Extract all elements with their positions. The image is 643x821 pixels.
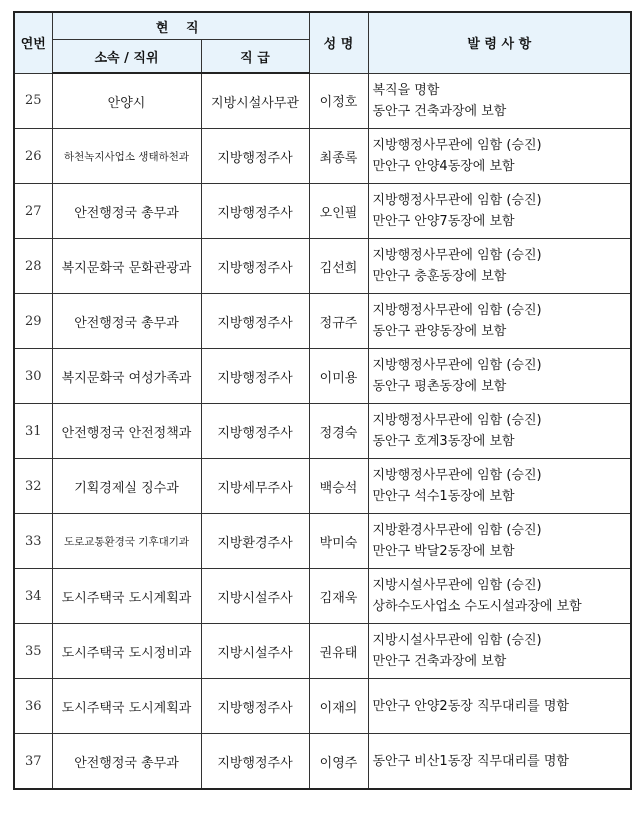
- header-affiliation-title: 소속 / 직위: [52, 40, 201, 74]
- row-grade: 지방행정주사: [201, 734, 309, 790]
- row-appointment: [368, 624, 631, 679]
- table-row: [14, 294, 631, 349]
- row-dept: 복지문화국 여성가족과: [52, 349, 201, 404]
- row-grade: 지방행정주사: [201, 294, 309, 349]
- row-dept: 도시주택국 도시정비과: [52, 624, 201, 679]
- row-dept: 도시주택국 도시계획과: [52, 569, 201, 624]
- row-appointment: [368, 514, 631, 569]
- table-row: [14, 459, 631, 514]
- row-appointment: [368, 294, 631, 349]
- row-dept: 도시주택국 도시계획과: [52, 679, 201, 734]
- row-no: 25: [14, 73, 52, 129]
- row-no: 27: [14, 184, 52, 239]
- row-grade: 지방세무주사: [201, 459, 309, 514]
- row-no: 26: [14, 129, 52, 184]
- appointment-line-2: 만안구 안양7동장에 보함: [372, 214, 515, 229]
- row-name: 오인필: [309, 184, 368, 239]
- row-no: 32: [14, 459, 52, 514]
- appointment-line-2: 동안구 관양동장에 보함: [372, 324, 507, 339]
- table-row: [14, 129, 631, 184]
- row-grade: 지방행정주사: [201, 129, 309, 184]
- row-name: 김선희: [309, 239, 368, 294]
- row-dept: 하천녹지사업소 생태하천과: [52, 129, 201, 184]
- row-dept: 도로교통환경국 기후대기과: [52, 514, 201, 569]
- appointment-line-1: 복직을 명함: [372, 82, 440, 98]
- row-name: 백승석: [309, 459, 368, 514]
- personnel-appointment-table: [13, 11, 632, 790]
- table-row: [14, 734, 631, 790]
- row-no: 33: [14, 514, 52, 569]
- appointment-line-1: 지방행정사무관에 임함 (승진): [372, 413, 542, 428]
- row-no: 36: [14, 679, 52, 734]
- appointment-line-1: 지방환경사무관에 임함 (승진): [372, 523, 542, 538]
- row-name: 권유태: [309, 624, 368, 679]
- appointment-line-2: 동안구 건축과장에 보함: [372, 103, 507, 119]
- appointment-line-2: 만안구 충훈동장에 보함: [372, 269, 507, 284]
- appointment-line-1: 지방시설사무관에 임함 (승진): [372, 578, 542, 593]
- row-appointment: [368, 679, 631, 734]
- table-row: [14, 514, 631, 569]
- row-name: 이영주: [309, 734, 368, 790]
- table-row: [14, 73, 631, 129]
- table-row: [14, 184, 631, 239]
- row-no: 37: [14, 734, 52, 790]
- appointment-line-2: 상하수도사업소 수도시설과장에 보함: [372, 599, 582, 614]
- row-grade: 지방행정주사: [201, 239, 309, 294]
- appointment-line-2: 동안구 평촌동장에 보함: [372, 379, 507, 394]
- appointment-line-1: 지방행정사무관에 임함 (승진): [372, 358, 542, 373]
- row-grade: 지방환경주사: [201, 514, 309, 569]
- row-dept: 기획경제실 징수과: [52, 459, 201, 514]
- header-current-position: 현 직: [52, 12, 309, 40]
- row-grade: 지방행정주사: [201, 679, 309, 734]
- row-dept: 안전행정국 총무과: [52, 734, 201, 790]
- row-appointment: [368, 129, 631, 184]
- row-appointment: [368, 73, 631, 129]
- row-grade: 지방시설주사: [201, 569, 309, 624]
- appointment-line-2: 만안구 건축과장에 보함: [372, 654, 507, 669]
- row-dept: 안전행정국 안전정책과: [52, 404, 201, 459]
- row-name: 이정호: [309, 73, 368, 129]
- row-name: 이미용: [309, 349, 368, 404]
- row-no: 30: [14, 349, 52, 404]
- row-no: 29: [14, 294, 52, 349]
- row-name: 최종록: [309, 129, 368, 184]
- row-dept: 안양시: [52, 73, 201, 129]
- row-name: 이재의: [309, 679, 368, 734]
- row-appointment: [368, 459, 631, 514]
- row-grade: 지방시설사무관: [201, 73, 309, 129]
- table-row: [14, 679, 631, 734]
- row-name: 김재욱: [309, 569, 368, 624]
- row-appointment: [368, 349, 631, 404]
- table-row: [14, 404, 631, 459]
- row-name: 정경숙: [309, 404, 368, 459]
- appointment-line-1: 지방행정사무관에 임함 (승진): [372, 303, 542, 318]
- table-row: [14, 624, 631, 679]
- row-no: 28: [14, 239, 52, 294]
- table-row: [14, 569, 631, 624]
- appointment-line-1: 지방행정사무관에 임함 (승진): [372, 193, 542, 208]
- row-dept: 복지문화국 문화관광과: [52, 239, 201, 294]
- row-grade: 지방행정주사: [201, 184, 309, 239]
- header-appointment: 발 령 사 항: [368, 12, 631, 73]
- row-grade: 지방행정주사: [201, 404, 309, 459]
- appointment-line-2: 만안구 박달2동장에 보함: [372, 544, 515, 559]
- row-grade: 지방행정주사: [201, 349, 309, 404]
- row-appointment: [368, 569, 631, 624]
- row-name: 정규주: [309, 294, 368, 349]
- row-appointment: [368, 404, 631, 459]
- header-grade: 직 급: [201, 40, 309, 74]
- appointment-line-2: 만안구 석수1동장에 보함: [372, 489, 515, 504]
- table-row: [14, 349, 631, 404]
- row-appointment: [368, 184, 631, 239]
- row-dept: 안전행정국 총무과: [52, 294, 201, 349]
- row-dept: 안전행정국 총무과: [52, 184, 201, 239]
- row-grade: 지방시설주사: [201, 624, 309, 679]
- row-no: 35: [14, 624, 52, 679]
- row-appointment: [368, 239, 631, 294]
- row-appointment: [368, 734, 631, 790]
- appointment-line-2: 만안구 안양4동장에 보함: [372, 159, 515, 174]
- row-no: 34: [14, 569, 52, 624]
- row-name: 박미숙: [309, 514, 368, 569]
- appointment-line-1: 만안구 안양2동장 직무대리를 명함: [372, 698, 569, 714]
- appointment-line-2: 동안구 호계3동장에 보함: [372, 434, 515, 449]
- table-row: [14, 239, 631, 294]
- appointment-line-1: 지방행정사무관에 임함 (승진): [372, 248, 542, 263]
- appointment-line-1: 지방행정사무관에 임함 (승진): [372, 138, 542, 153]
- row-no: 31: [14, 404, 52, 459]
- header-no: 연번: [14, 12, 52, 73]
- appointment-line-1: 지방행정사무관에 임함 (승진): [372, 468, 542, 483]
- header-name: 성 명: [309, 12, 368, 73]
- appointment-line-1: 지방시설사무관에 임함 (승진): [372, 633, 542, 648]
- appointment-line-1: 동안구 비산1동장 직무대리를 명함: [372, 753, 569, 769]
